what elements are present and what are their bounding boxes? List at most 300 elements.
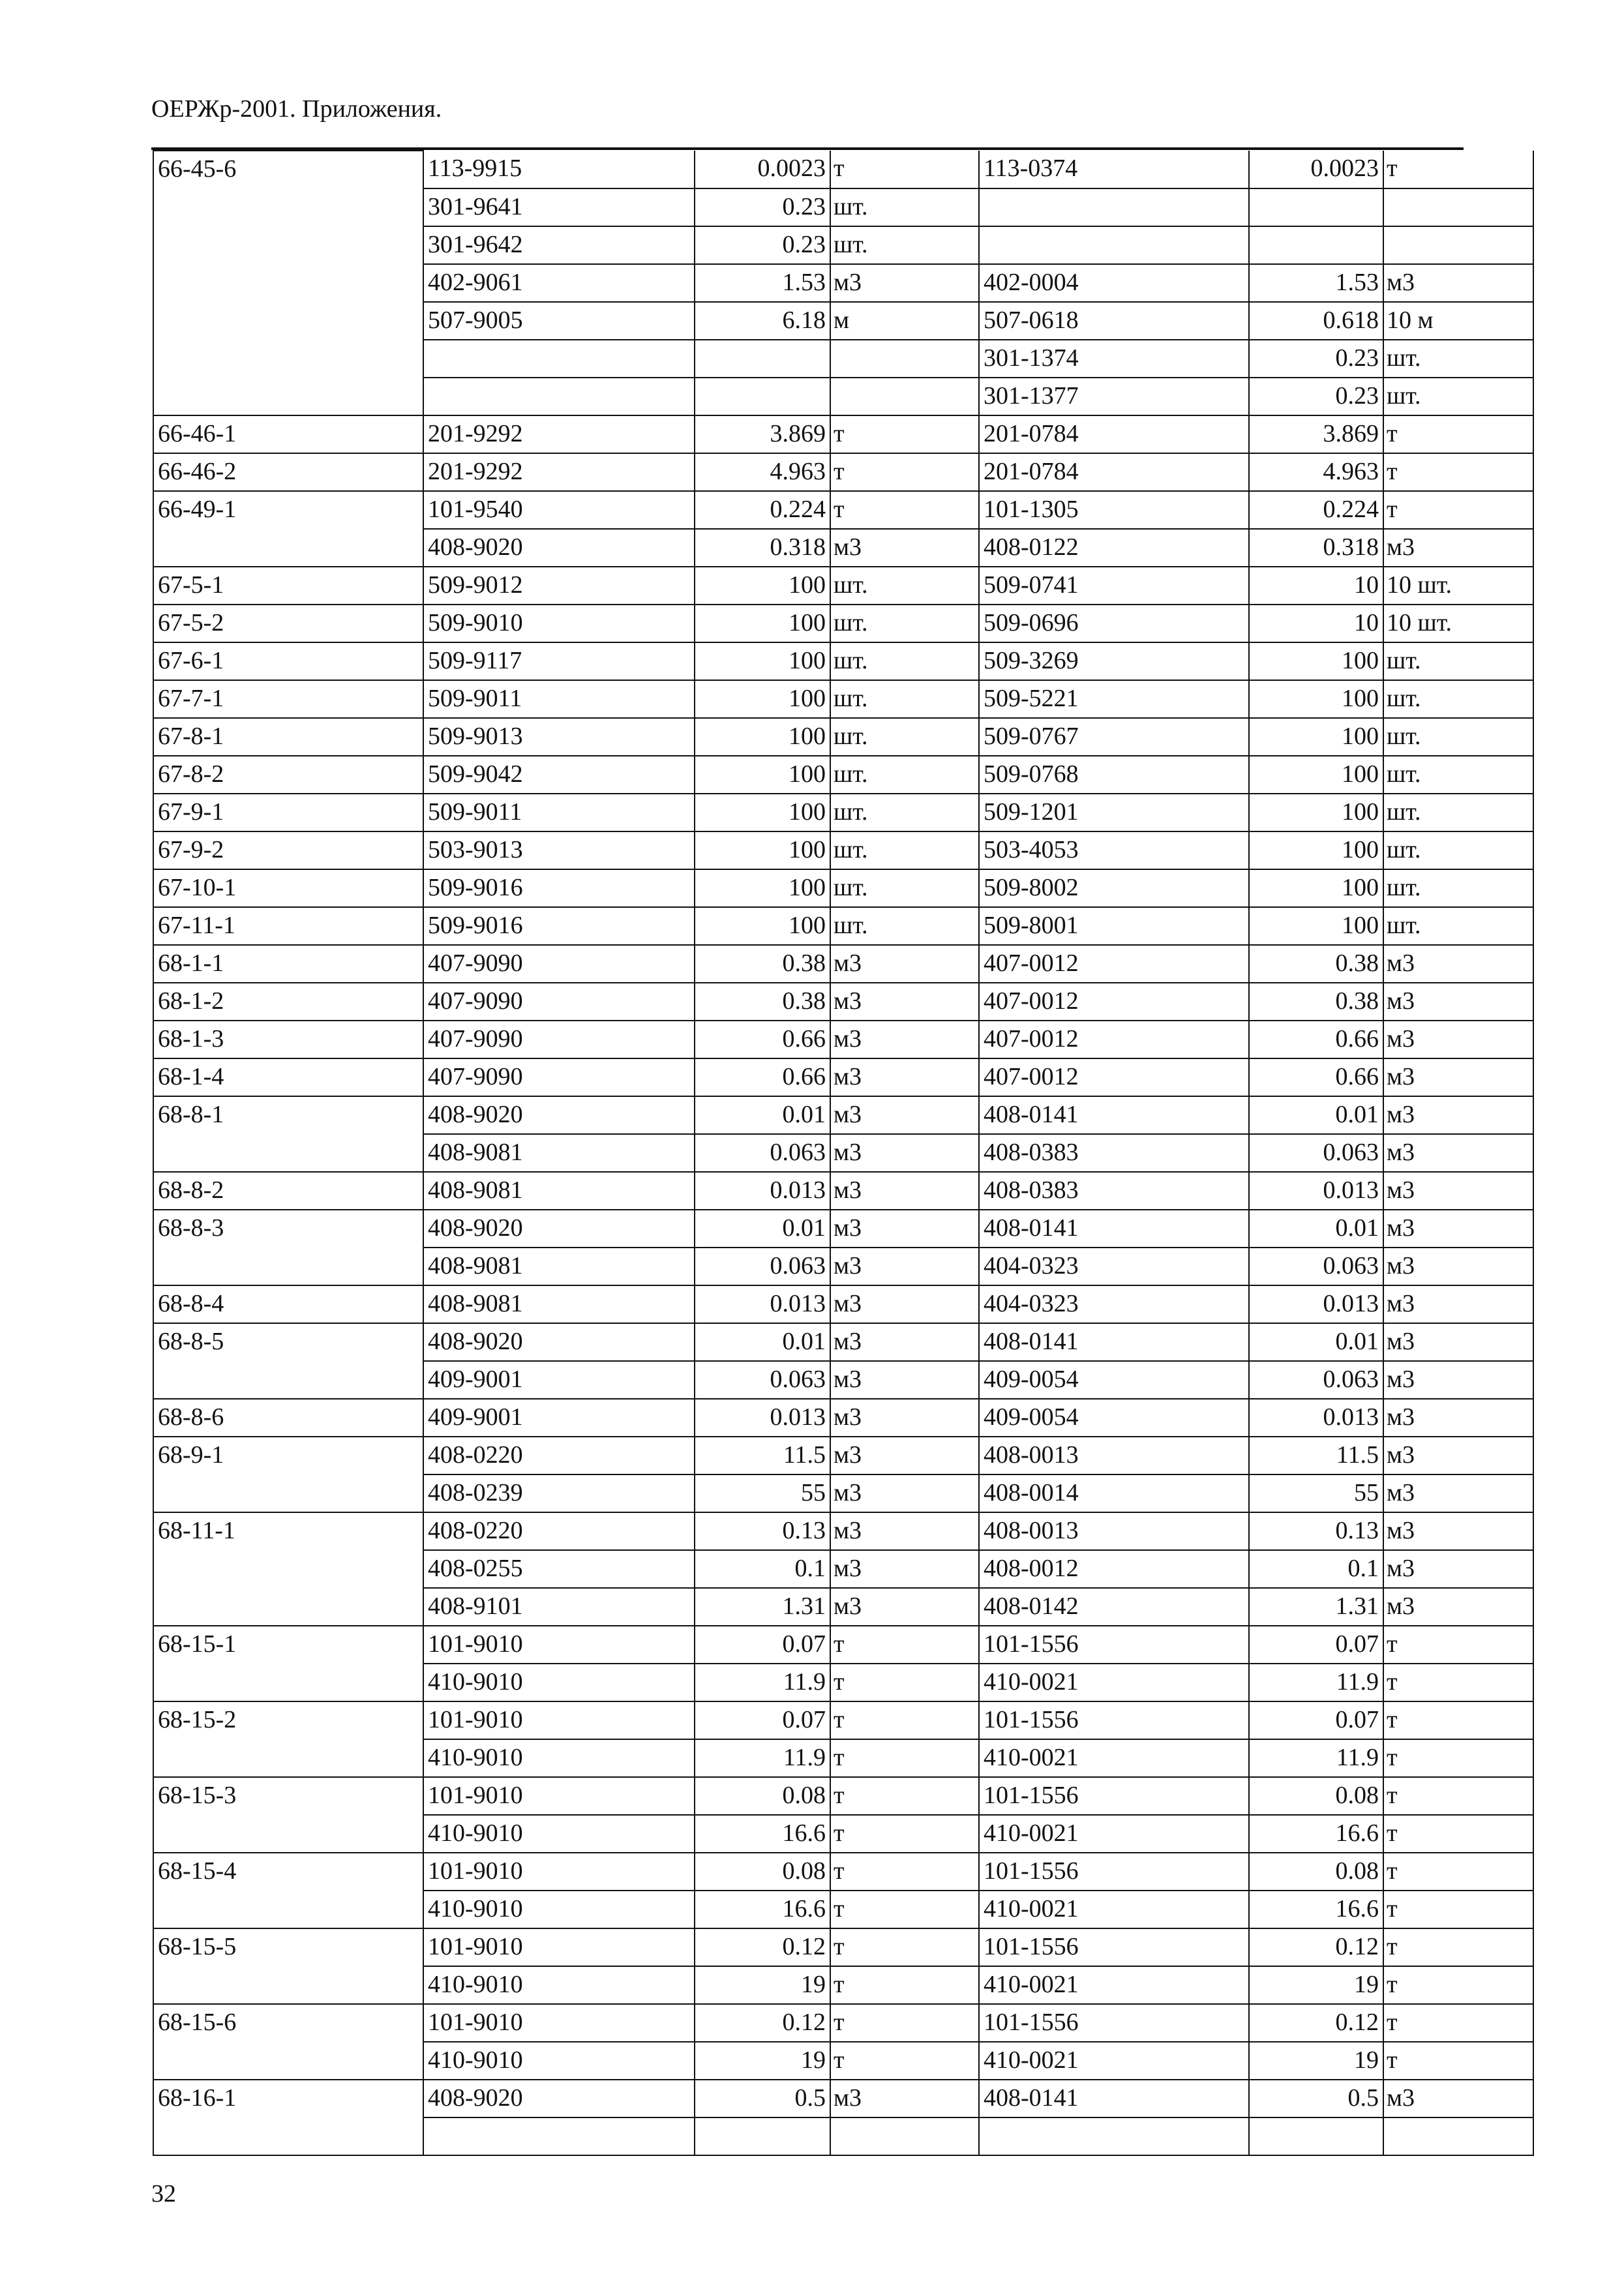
new-resource-code-cell: 101-1556 [979,1853,1249,1891]
new-unit-cell: м3 [1383,1096,1533,1134]
old-unit-cell: м3 [830,264,979,302]
new-quantity-cell: 0.66 [1249,1058,1383,1096]
norm-code-cell [153,1815,423,1853]
table-row [153,1512,1533,1550]
old-unit-cell [830,378,979,415]
table-row [153,529,1533,567]
table-row [153,1210,1533,1248]
new-quantity-cell: 1.53 [1249,264,1383,302]
new-quantity-cell: 100 [1249,831,1383,869]
norm-code-cell [153,188,423,226]
new-resource-code-cell: 509-0767 [979,718,1249,756]
norm-code-cell [153,1474,423,1512]
old-unit-cell: м3 [830,1058,979,1096]
new-resource-code-cell: 509-0696 [979,605,1249,642]
new-unit-cell: м3 [1383,1021,1533,1058]
old-resource-code-cell: 409-9001 [423,1399,695,1437]
new-unit-cell: м3 [1383,1512,1533,1550]
norm-code-cell: 68-8-6 [153,1399,423,1437]
new-resource-code-cell: 507-0618 [979,302,1249,340]
old-resource-code-cell: 101-9010 [423,1701,695,1739]
table-row [153,1399,1533,1437]
new-quantity-cell: 0.23 [1249,340,1383,378]
new-quantity-cell: 0.66 [1249,1021,1383,1058]
new-unit-cell: т [1383,453,1533,491]
old-resource-code-cell: 408-0255 [423,1550,695,1588]
table-row [153,907,1533,945]
page-number: 32 [151,2180,176,2207]
old-resource-code-cell: 509-9117 [423,642,695,680]
new-resource-code-cell: 509-1201 [979,794,1249,831]
old-unit-cell: м3 [830,1399,979,1437]
old-unit-cell: шт. [830,605,979,642]
old-resource-code-cell: 407-9090 [423,983,695,1021]
table-row [153,1815,1533,1853]
table-row [153,2117,1533,2155]
new-resource-code-cell: 408-0141 [979,2080,1249,2117]
old-resource-code-cell: 101-9010 [423,1626,695,1664]
new-unit-cell: т [1383,1739,1533,1777]
new-unit-cell: шт. [1383,378,1533,415]
norm-code-cell [153,1588,423,1626]
table-row [153,2042,1533,2080]
norm-code-cell: 66-45-6 [153,151,423,188]
new-resource-code-cell: 410-0021 [979,1815,1249,1853]
new-quantity-cell: 0.063 [1249,1248,1383,1285]
old-quantity-cell: 3.869 [695,415,830,453]
old-resource-code-cell: 509-9010 [423,605,695,642]
new-quantity-cell: 100 [1249,869,1383,907]
table-row [153,718,1533,756]
old-quantity-cell: 0.063 [695,1361,830,1399]
new-quantity-cell: 0.318 [1249,529,1383,567]
old-resource-code-cell: 101-9010 [423,1928,695,1966]
old-quantity-cell: 0.13 [695,1512,830,1550]
old-resource-code-cell: 201-9292 [423,453,695,491]
new-quantity-cell: 0.013 [1249,1172,1383,1210]
old-resource-code-cell: 410-9010 [423,1891,695,1928]
new-quantity-cell: 19 [1249,1966,1383,2004]
new-quantity-cell: 0.07 [1249,1626,1383,1664]
old-resource-code-cell: 113-9915 [423,151,695,188]
norm-code-cell: 68-15-1 [153,1626,423,1664]
new-unit-cell: т [1383,1777,1533,1815]
old-unit-cell: м3 [830,1474,979,1512]
new-quantity-cell: 100 [1249,794,1383,831]
new-resource-code-cell: 509-8002 [979,869,1249,907]
old-unit-cell: т [830,1815,979,1853]
new-unit-cell: м3 [1383,264,1533,302]
new-resource-code-cell: 408-0383 [979,1172,1249,1210]
old-unit-cell: т [830,1626,979,1664]
table-row [153,1891,1533,1928]
old-quantity-cell: 16.6 [695,1891,830,1928]
norm-code-cell [153,1966,423,2004]
norm-code-cell: 68-8-4 [153,1285,423,1323]
table-row [153,415,1533,453]
new-quantity-cell: 55 [1249,1474,1383,1512]
old-unit-cell: т [830,1891,979,1928]
old-resource-code-cell: 509-9016 [423,907,695,945]
new-quantity-cell: 10 [1249,567,1383,605]
new-unit-cell: м3 [1383,1399,1533,1437]
old-unit-cell: шт. [830,188,979,226]
old-unit-cell: т [830,1966,979,2004]
old-resource-code-cell: 408-9081 [423,1134,695,1172]
new-resource-code-cell: 407-0012 [979,1058,1249,1096]
table-row [153,1966,1533,2004]
new-unit-cell: шт. [1383,794,1533,831]
new-unit-cell: м3 [1383,1474,1533,1512]
new-unit-cell: м3 [1383,983,1533,1021]
new-quantity-cell: 0.013 [1249,1399,1383,1437]
new-quantity-cell: 16.6 [1249,1815,1383,1853]
old-unit-cell: шт. [830,642,979,680]
new-unit-cell: т [1383,2004,1533,2042]
norm-code-cell: 66-49-1 [153,491,423,529]
new-resource-code-cell: 101-1556 [979,1701,1249,1739]
new-resource-code-cell: 201-0784 [979,415,1249,453]
old-unit-cell: т [830,1739,979,1777]
old-resource-code-cell: 509-9012 [423,567,695,605]
new-unit-cell: м3 [1383,1248,1533,1285]
old-quantity-cell: 4.963 [695,453,830,491]
new-resource-code-cell: 101-1556 [979,1626,1249,1664]
new-unit-cell: м3 [1383,1361,1533,1399]
old-unit-cell: шт. [830,907,979,945]
new-resource-code-cell: 509-0741 [979,567,1249,605]
norm-code-cell: 67-9-2 [153,831,423,869]
new-resource-code-cell: 402-0004 [979,264,1249,302]
norm-code-cell [153,340,423,378]
old-unit-cell: шт. [830,718,979,756]
norm-code-cell: 68-15-3 [153,1777,423,1815]
old-quantity-cell: 0.66 [695,1021,830,1058]
norm-code-cell: 68-9-1 [153,1437,423,1474]
old-quantity-cell: 100 [695,680,830,718]
old-quantity-cell: 55 [695,1474,830,1512]
new-quantity-cell: 0.08 [1249,1853,1383,1891]
norm-code-cell: 68-1-2 [153,983,423,1021]
new-unit-cell: т [1383,1664,1533,1701]
new-resource-code-cell: 404-0323 [979,1285,1249,1323]
old-quantity-cell [695,2117,830,2155]
old-resource-code-cell: 101-9540 [423,491,695,529]
table-row [153,2080,1533,2117]
new-resource-code-cell [979,226,1249,264]
norm-code-cell: 68-15-6 [153,2004,423,2042]
table-row [153,1664,1533,1701]
new-quantity-cell: 0.01 [1249,1096,1383,1134]
table-row [153,151,1533,188]
norm-code-cell: 67-8-2 [153,756,423,794]
new-quantity-cell: 4.963 [1249,453,1383,491]
old-quantity-cell: 0.23 [695,188,830,226]
new-unit-cell: 10 шт. [1383,605,1533,642]
old-resource-code-cell: 410-9010 [423,1739,695,1777]
old-quantity-cell: 0.01 [695,1096,830,1134]
old-resource-code-cell: 408-9081 [423,1248,695,1285]
new-resource-code-cell [979,2117,1249,2155]
new-resource-code-cell: 509-3269 [979,642,1249,680]
new-quantity-cell: 0.618 [1249,302,1383,340]
old-resource-code-cell: 509-9011 [423,794,695,831]
new-unit-cell: 10 шт. [1383,567,1533,605]
norm-code-cell [153,1134,423,1172]
old-quantity-cell: 0.08 [695,1777,830,1815]
new-resource-code-cell: 509-5221 [979,680,1249,718]
old-unit-cell: м3 [830,1323,979,1361]
old-resource-code-cell: 407-9090 [423,1021,695,1058]
table-row [153,1437,1533,1474]
new-quantity-cell: 1.31 [1249,1588,1383,1626]
new-resource-code-cell: 408-0122 [979,529,1249,567]
new-quantity-cell: 0.1 [1249,1550,1383,1588]
table-row [153,1626,1533,1664]
new-resource-code-cell: 410-0021 [979,1891,1249,1928]
old-resource-code-cell: 408-0220 [423,1512,695,1550]
new-unit-cell: м3 [1383,1172,1533,1210]
new-unit-cell: шт. [1383,869,1533,907]
old-quantity-cell: 0.1 [695,1550,830,1588]
old-unit-cell: шт. [830,831,979,869]
new-unit-cell: т [1383,151,1533,188]
old-unit-cell: м3 [830,2080,979,2117]
old-resource-code-cell: 402-9061 [423,264,695,302]
old-quantity-cell: 1.31 [695,1588,830,1626]
old-unit-cell: м3 [830,1512,979,1550]
old-quantity-cell: 0.318 [695,529,830,567]
old-unit-cell [830,340,979,378]
old-quantity-cell: 0.5 [695,2080,830,2117]
table-row [153,188,1533,226]
new-quantity-cell: 0.01 [1249,1323,1383,1361]
old-resource-code-cell: 407-9090 [423,945,695,983]
new-unit-cell: м3 [1383,1058,1533,1096]
old-resource-code-cell: 408-9020 [423,529,695,567]
old-resource-code-cell: 408-9081 [423,1285,695,1323]
new-unit-cell: м3 [1383,1210,1533,1248]
norm-code-cell: 68-1-1 [153,945,423,983]
old-quantity-cell: 100 [695,642,830,680]
old-resource-code-cell: 101-9010 [423,2004,695,2042]
old-resource-code-cell [423,340,695,378]
new-unit-cell: шт. [1383,831,1533,869]
new-quantity-cell: 0.13 [1249,1512,1383,1550]
new-quantity-cell: 0.38 [1249,983,1383,1021]
norm-code-cell [153,1891,423,1928]
old-quantity-cell: 19 [695,1966,830,2004]
new-resource-code-cell: 408-0141 [979,1096,1249,1134]
new-unit-cell: м3 [1383,1323,1533,1361]
old-unit-cell: т [830,491,979,529]
table-row [153,1361,1533,1399]
new-unit-cell: т [1383,1891,1533,1928]
table-row [153,1928,1533,1966]
new-quantity-cell: 11.9 [1249,1739,1383,1777]
new-quantity-cell: 19 [1249,2042,1383,2080]
new-quantity-cell: 0.013 [1249,1285,1383,1323]
old-resource-code-cell: 410-9010 [423,1664,695,1701]
table-row [153,1285,1533,1323]
page-header-title: ОЕРЖр-2001. Приложения. [151,95,442,123]
old-quantity-cell: 0.38 [695,983,830,1021]
old-quantity-cell: 100 [695,605,830,642]
table-row [153,491,1533,529]
old-resource-code-cell: 408-9020 [423,1096,695,1134]
new-quantity-cell [1249,226,1383,264]
old-quantity-cell: 0.013 [695,1399,830,1437]
old-resource-code-cell [423,2117,695,2155]
new-resource-code-cell: 408-0141 [979,1323,1249,1361]
new-unit-cell: м3 [1383,1550,1533,1588]
old-unit-cell: т [830,1701,979,1739]
new-unit-cell: м3 [1383,529,1533,567]
table-row [153,1474,1533,1512]
old-unit-cell: т [830,1928,979,1966]
new-resource-code-cell: 410-0021 [979,2042,1249,2080]
new-quantity-cell [1249,2117,1383,2155]
new-unit-cell [1383,188,1533,226]
old-resource-code-cell: 509-9016 [423,869,695,907]
norm-code-cell: 68-15-5 [153,1928,423,1966]
old-quantity-cell [695,378,830,415]
new-resource-code-cell: 408-0141 [979,1210,1249,1248]
old-quantity-cell: 0.224 [695,491,830,529]
table-row [153,869,1533,907]
old-quantity-cell: 100 [695,567,830,605]
old-quantity-cell: 100 [695,718,830,756]
new-resource-code-cell: 509-8001 [979,907,1249,945]
new-unit-cell: т [1383,415,1533,453]
old-unit-cell: шт. [830,226,979,264]
old-unit-cell: м3 [830,1588,979,1626]
new-quantity-cell: 0.224 [1249,491,1383,529]
norm-code-cell: 68-1-3 [153,1021,423,1058]
new-unit-cell: м3 [1383,1285,1533,1323]
new-unit-cell: шт. [1383,680,1533,718]
old-unit-cell: шт. [830,869,979,907]
old-quantity-cell: 6.18 [695,302,830,340]
norm-code-cell: 68-8-1 [153,1096,423,1134]
old-unit-cell: м3 [830,1172,979,1210]
new-unit-cell: т [1383,1966,1533,2004]
old-resource-code-cell: 408-9020 [423,1323,695,1361]
norm-code-cell [153,1248,423,1285]
new-unit-cell: шт. [1383,340,1533,378]
new-unit-cell: шт. [1383,642,1533,680]
new-quantity-cell: 100 [1249,718,1383,756]
table-row [153,794,1533,831]
old-resource-code-cell: 301-9642 [423,226,695,264]
old-unit-cell: м3 [830,1134,979,1172]
norm-code-cell [153,529,423,567]
table-row [153,302,1533,340]
new-unit-cell: т [1383,1701,1533,1739]
table-row [153,605,1533,642]
old-unit-cell: шт. [830,680,979,718]
old-resource-code-cell: 509-9013 [423,718,695,756]
norm-code-cell: 68-11-1 [153,1512,423,1550]
old-unit-cell: м3 [830,983,979,1021]
old-unit-cell: м [830,302,979,340]
old-resource-code-cell: 407-9090 [423,1058,695,1096]
old-resource-code-cell: 408-9020 [423,2080,695,2117]
norm-code-cell: 66-46-2 [153,453,423,491]
new-unit-cell: 10 м [1383,302,1533,340]
new-quantity-cell: 0.01 [1249,1210,1383,1248]
new-resource-code-cell: 407-0012 [979,1021,1249,1058]
old-resource-code-cell: 408-9020 [423,1210,695,1248]
new-resource-code-cell: 409-0054 [979,1361,1249,1399]
old-resource-code-cell [423,378,695,415]
table-row [153,453,1533,491]
table-row [153,1550,1533,1588]
norm-code-cell [153,226,423,264]
new-quantity-cell: 11.9 [1249,1664,1383,1701]
old-unit-cell: м3 [830,1285,979,1323]
table-row [153,1739,1533,1777]
old-unit-cell: т [830,415,979,453]
old-resource-code-cell: 408-9101 [423,1588,695,1626]
old-quantity-cell: 11.5 [695,1437,830,1474]
old-unit-cell: м3 [830,1248,979,1285]
table-row [153,1096,1533,1134]
old-unit-cell: т [830,1664,979,1701]
norm-code-cell [153,1550,423,1588]
new-resource-code-cell: 408-0014 [979,1474,1249,1512]
old-unit-cell: м3 [830,945,979,983]
norm-code-cell [153,1664,423,1701]
old-quantity-cell: 0.013 [695,1285,830,1323]
norm-code-cell: 68-16-1 [153,2080,423,2117]
new-unit-cell: шт. [1383,718,1533,756]
old-quantity-cell: 11.9 [695,1739,830,1777]
norm-code-cell: 68-15-4 [153,1853,423,1891]
norm-code-cell: 66-46-1 [153,415,423,453]
old-quantity-cell: 0.23 [695,226,830,264]
new-quantity-cell: 100 [1249,756,1383,794]
old-quantity-cell [695,340,830,378]
new-resource-code-cell: 410-0021 [979,1739,1249,1777]
new-quantity-cell: 11.5 [1249,1437,1383,1474]
new-resource-code-cell: 509-0768 [979,756,1249,794]
new-resource-code-cell: 201-0784 [979,453,1249,491]
old-quantity-cell: 0.12 [695,1928,830,1966]
norm-code-cell [153,378,423,415]
old-resource-code-cell: 410-9010 [423,1815,695,1853]
new-quantity-cell: 0.08 [1249,1777,1383,1815]
new-resource-code-cell: 301-1377 [979,378,1249,415]
table-body [153,151,1533,2155]
new-quantity-cell: 100 [1249,642,1383,680]
new-resource-code-cell: 407-0012 [979,945,1249,983]
new-unit-cell: м3 [1383,2080,1533,2117]
table-row [153,1248,1533,1285]
old-quantity-cell: 0.0023 [695,151,830,188]
old-unit-cell: м3 [830,1096,979,1134]
new-unit-cell: м3 [1383,1437,1533,1474]
new-quantity-cell: 3.869 [1249,415,1383,453]
new-resource-code-cell: 301-1374 [979,340,1249,378]
new-unit-cell: т [1383,1853,1533,1891]
new-quantity-cell [1249,188,1383,226]
old-unit-cell: шт. [830,756,979,794]
new-resource-code-cell: 410-0021 [979,1664,1249,1701]
new-quantity-cell: 0.07 [1249,1701,1383,1739]
new-quantity-cell: 0.23 [1249,378,1383,415]
new-unit-cell: т [1383,1928,1533,1966]
